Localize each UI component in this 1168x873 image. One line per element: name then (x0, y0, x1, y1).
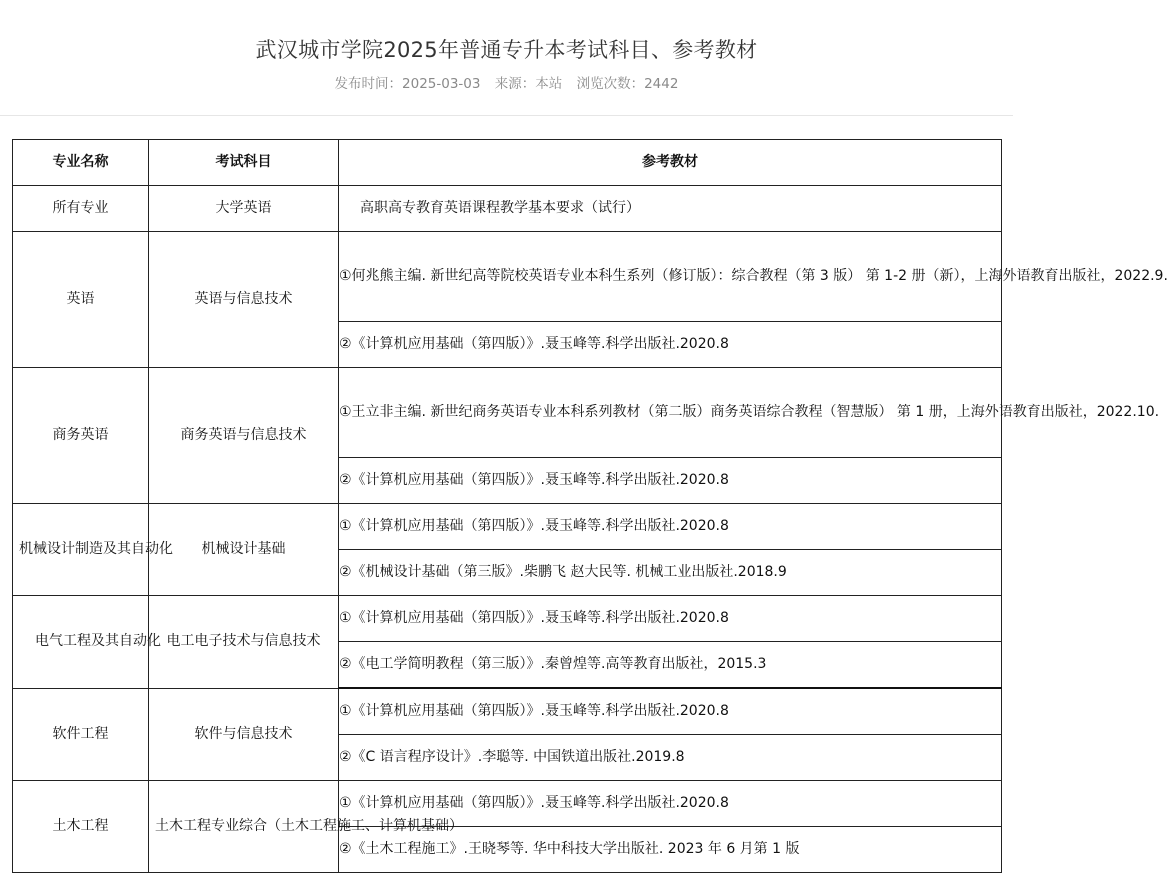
textbook-cell: ①《计算机应用基础（第四版）》.聂玉峰等.科学出版社.2020.8 (339, 504, 1002, 550)
textbook-cell: ①何兆熊主编. 新世纪高等院校英语专业本科生系列（修订版）：综合教程（第 3 版） 第 1-2 册（新），上海外语教育出版社，2022.9. (339, 232, 1002, 322)
textbook-cell: ①《计算机应用基础（第四版）》.聂玉峰等.科学出版社.2020.8 (339, 781, 1002, 827)
textbook-cell: ②《C 语言程序设计》.李聪等. 中国铁道出版社.2019.8 (339, 735, 1002, 781)
major-cell: 软件工程 (13, 688, 149, 781)
major-cell: 土木工程 (13, 781, 149, 873)
table-row (13, 232, 1002, 322)
article-header (0, 0, 1013, 116)
textbook-cell: ①王立非主编. 新世纪商务英语专业本科系列教材（第二版）商务英语综合教程（智慧版） 第 1 册，上海外语教育出版社，2022.10. (339, 368, 1002, 458)
textbook-cell: ②《计算机应用基础（第四版）》.聂玉峰等.科学出版社.2020.8 (339, 322, 1002, 368)
header-subject: 考试科目 (149, 140, 339, 186)
subject-cell: 商务英语与信息技术 (149, 368, 339, 504)
view-count: 浏览次数：2442 (576, 76, 679, 92)
table-header-row (13, 140, 1002, 186)
textbook-cell: ②《土木工程施工》.王晓琴等. 华中科技大学出版社. 2023 年 6 月第 1 版 (339, 827, 1002, 873)
major-cell: 商务英语 (13, 368, 149, 504)
textbook-cell: ①《计算机应用基础（第四版）》.聂玉峰等.科学出版社.2020.8 (339, 596, 1002, 642)
textbook-cell: ②《电工学简明教程（第三版）》.秦曾煌等.高等教育出版社，2015.3 (339, 642, 1002, 689)
table-row (13, 781, 1002, 827)
table-row (13, 504, 1002, 550)
table-row (13, 688, 1002, 735)
header-textbook: 参考教材 (339, 140, 1002, 186)
major-cell: 英语 (13, 232, 149, 368)
major-cell: 所有专业 (13, 186, 149, 232)
textbook-cell: ②《计算机应用基础（第四版）》.聂玉峰等.科学出版社.2020.8 (339, 458, 1002, 504)
textbook-cell: ①《计算机应用基础（第四版）》.聂玉峰等.科学出版社.2020.8 (339, 688, 1002, 735)
table-row (13, 186, 1002, 232)
subject-cell: 大学英语 (149, 186, 339, 232)
subject-cell: 电工电子技术与信息技术 (149, 596, 339, 689)
header-major: 专业名称 (13, 140, 149, 186)
publish-date: 发布时间：2025-03-03 (334, 76, 481, 92)
source: 来源：本站 (494, 76, 563, 92)
exam-subjects-table (12, 139, 1168, 873)
article-meta (0, 72, 1013, 92)
major-cell: 机械设计制造及其自动化 (13, 504, 149, 596)
article-title: 武汉城市学院2025年普通专升本考试科目、参考教材 (255, 38, 758, 62)
textbook-cell: 高职高专教育英语课程教学基本要求（试行） (339, 186, 1002, 232)
table-row (13, 596, 1002, 642)
subject-cell: 软件与信息技术 (149, 688, 339, 781)
table-row (13, 368, 1002, 458)
subject-cell: 机械设计基础 (149, 504, 339, 596)
major-cell: 电气工程及其自动化 (13, 596, 149, 689)
textbook-cell: ②《机械设计基础（第三版》.柴鹏飞 赵大民等. 机械工业出版社.2018.9 (339, 550, 1002, 596)
subject-cell: 土木工程专业综合（土木工程施工、计算机基础） (149, 781, 339, 873)
subject-cell: 英语与信息技术 (149, 232, 339, 368)
